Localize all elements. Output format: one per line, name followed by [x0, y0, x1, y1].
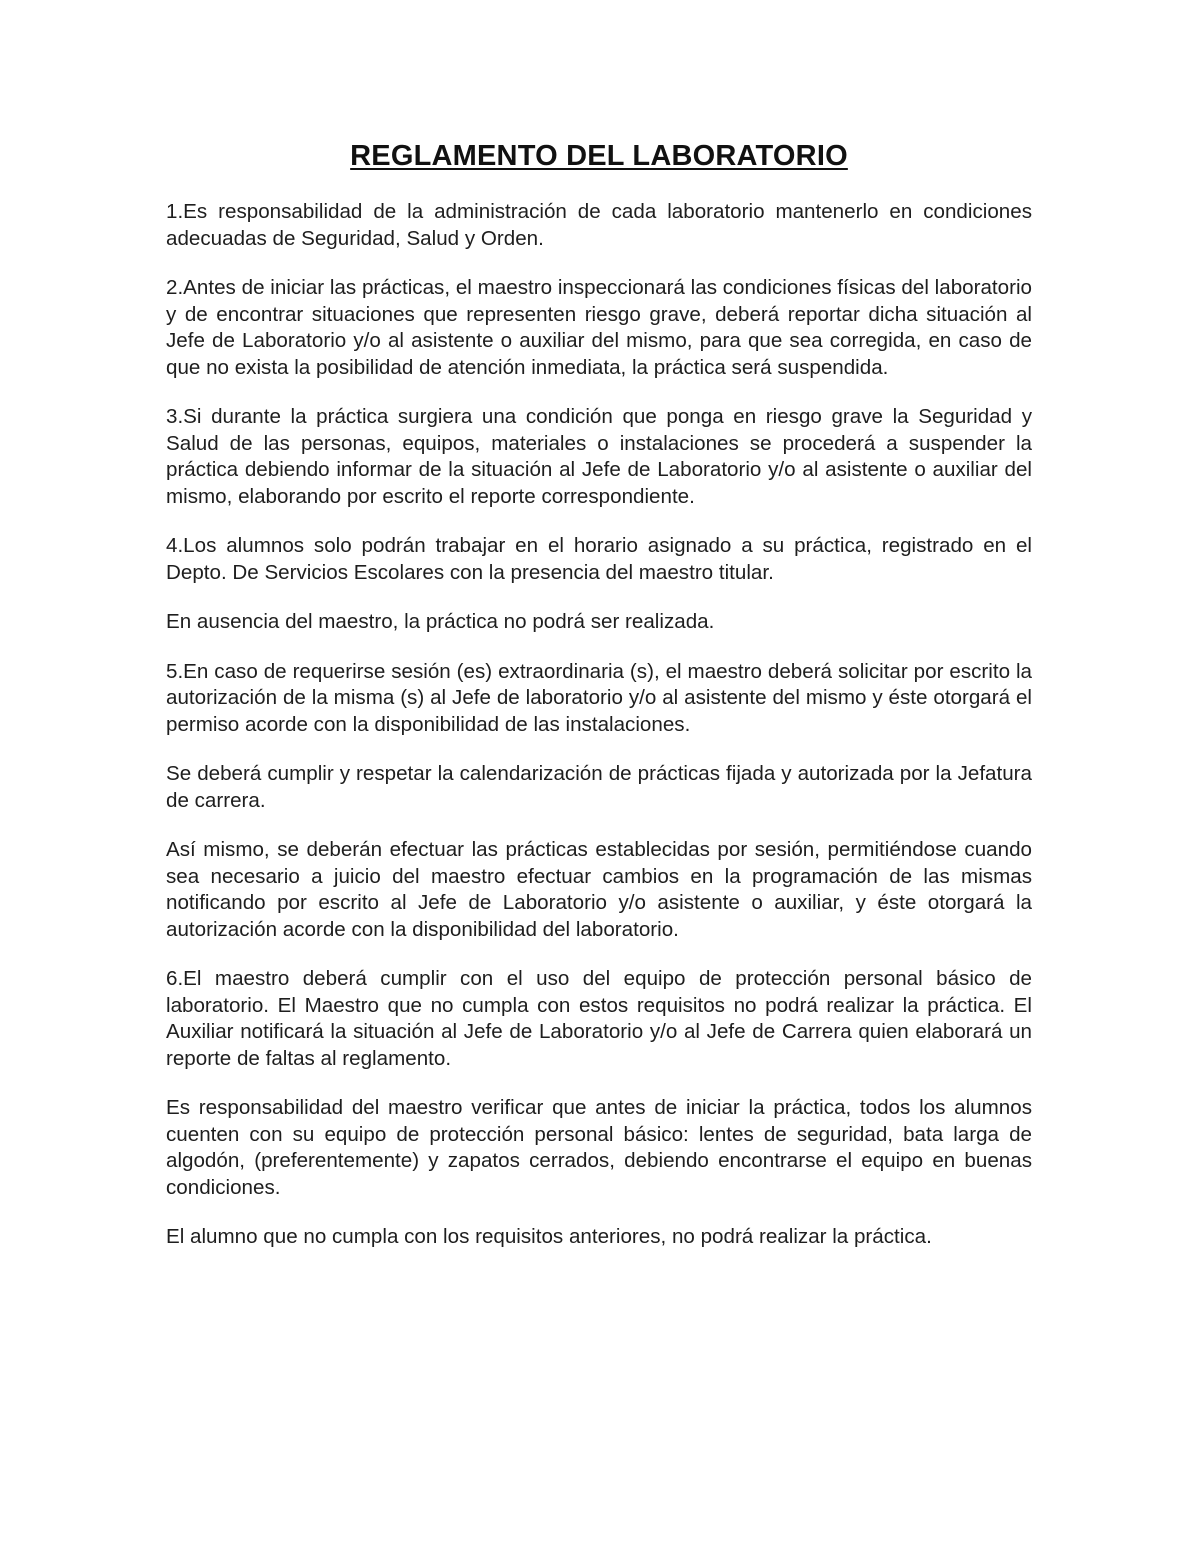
paragraph-rule-5-changes: Así mismo, se deberán efectuar las prácticas establecidas por sesión, permitiéndose cuando sea necesario a juicio del maestro efectuar cambios en la programación de las mismas notificando por escrito al Jefe de Laboratorio y/o asistente o auxiliar, y éste otorgará la autorización acorde con la disponibilidad del laboratorio. [166, 838, 1032, 941]
paragraph-rule-6-students: El alumno que no cumpla con los requisitos anteriores, no podrá realizar la práctica. [166, 1225, 932, 1248]
paragraph-rule-5: 5.En caso de requerirse sesión (es) extraordinaria (s), el maestro deberá solicitar por escrito la autorización de la misma (s) al Jefe de laboratorio y/o al asistente del mismo y éste otorgará el permiso acorde con la disponibilidad de las instalaciones. [166, 659, 1032, 736]
document-title: REGLAMENTO DEL LABORATORIO [350, 140, 848, 172]
document-page [166, 140, 1032, 1274]
paragraph-rule-4: 4.Los alumnos solo podrán trabajar en el horario asignado a su práctica, registrado en el Depto. De Servicios Escolares con la presencia del maestro titular. [166, 534, 1032, 584]
paragraph-rule-1: 1.Es responsabilidad de la administración de cada laboratorio mantenerlo en condiciones adecuadas de Seguridad, Salud y Orden. [166, 200, 1032, 250]
paragraph-rule-6: 6.El maestro deberá cumplir con el uso del equipo de protección personal básico de laboratorio. El Maestro que no cumpla con estos requisitos no podrá realizar la práctica. El Auxiliar notificará la situación al Jefe de Laboratorio y/o al Jefe de Carrera quien elaborará un reporte de faltas al reglamento. [166, 967, 1032, 1070]
paragraph-rule-2: 2.Antes de iniciar las prácticas, el maestro inspeccionará las condiciones físicas del laboratorio y de encontrar situaciones que representen riesgo grave, deberá reportar dicha situación al Jefe de Laboratorio y/o al asistente o auxiliar del mismo, para que sea corregida, en caso de que no exista la posibilidad de atención inmediata, la práctica será suspendida. [166, 276, 1032, 379]
paragraph-rule-6-equipment: Es responsabilidad del maestro verificar que antes de iniciar la práctica, todos los alumnos cuenten con su equipo de protección personal básico: lentes de seguridad, bata larga de algodón, (preferentemente) y zapatos cerrados, debiendo encontrarse el equipo en buenas condiciones. [166, 1096, 1032, 1199]
paragraph-rule-5-calendar: Se deberá cumplir y respetar la calendarización de prácticas fijada y autorizada por la Jefatura de carrera. [166, 762, 1032, 812]
paragraph-rule-3: 3.Si durante la práctica surgiera una condición que ponga en riesgo grave la Seguridad y Salud de las personas, equipos, materiales o instalaciones se procederá a suspender la práctica debiendo informar de la situación al Jefe de Laboratorio y/o al asistente o auxiliar del mismo, elaborando por escrito el reporte correspondiente. [166, 405, 1032, 508]
paragraph-rule-4-note: En ausencia del maestro, la práctica no podrá ser realizada. [166, 610, 715, 633]
